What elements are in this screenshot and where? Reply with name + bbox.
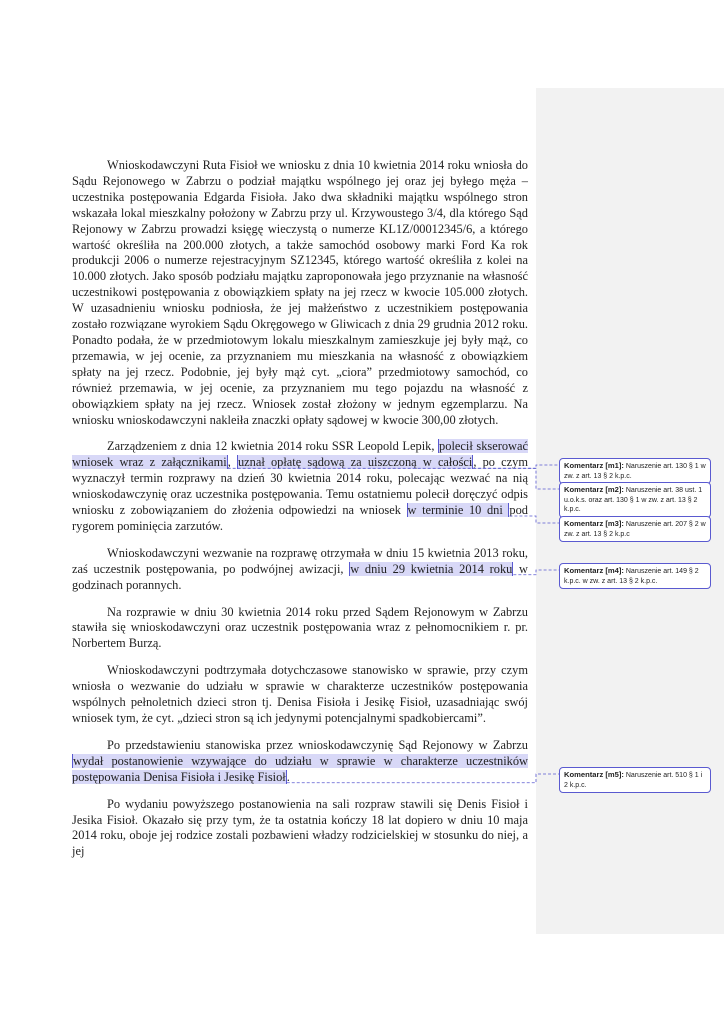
document-body[interactable] — [72, 158, 528, 871]
commented-text-m2[interactable]: uznał opłatę sądową za uiszczoną w całości — [237, 455, 473, 470]
text-segment: . — [286, 769, 290, 784]
commented-text-m4[interactable]: w dniu 29 kwietnia 2014 roku — [350, 561, 513, 576]
commented-text-m5[interactable]: wydał postanowienie wzywające do udziału w sprawie w charakterze uczestników postępowania Denisa Fisioła i Jesikę Fisioł — [72, 753, 528, 784]
text-segment: , po czym wyznaczył termin rozprawy na dzień 30 kwietnia 2014 roku, polecając wezwać na nią wnioskodawczynię oraz uczestnika postępowania. Temu ostatniemu polecił doręczyć odpis wniosku z zobowiązaniem do złożenia odpowiedzi na wniosek — [72, 455, 528, 518]
paragraph-p4 — [72, 605, 528, 653]
paragraph-p6 — [72, 738, 528, 786]
text-segment: Zarządzeniem z dnia 12 kwietnia 2014 roku SSR Leopold Lepik, — [107, 439, 439, 454]
text-segment: , — [227, 455, 237, 470]
comment-text: Naruszenie art. 130 § 1 w zw. z art. 13 § 2 k.p.c. — [564, 463, 706, 480]
comment-m1[interactable] — [559, 458, 711, 484]
text-segment: Na rozprawie w dniu 30 kwietnia 2014 roku przed Sądem Rejonowym w Zabrzu stawiła się wnioskodawczyni oraz uczestnik postępowania wraz z pełnomocnikiem r. pr. Norbertem Burzą. — [72, 604, 528, 651]
comment-text: Naruszenie art. 38 ust. 1 u.o.k.s. oraz art. 130 § 1 w zw. z art. 13 § 2 k.p.c. — [564, 487, 703, 513]
commented-text-m3[interactable]: w terminie 10 dni — [407, 503, 509, 518]
text-segment: Po wydaniu powyższego postanowienia na sali rozpraw stawili się Denis Fisioł i Jesika Fisioł. Okazało się przy tym, że ta ostatnia kończy 18 lat dopiero w dniu 10 maja 2014 roku, oboje jej rodzice zostali pozbawieni władzy rodzicielskiej w stosunku do niej, a jej — [72, 796, 528, 859]
text-segment: Wnioskodawczyni Ruta Fisioł we wniosku z dnia 10 kwietnia 2014 roku wniosła do Sądu Rejonowego w Zabrzu o podział majątku wspólnego jej oraz jej byłego męża – uczestnika postępowania Edgarda Fisioła. Jako dwa składniki majątku wspólnego stron wskazała lokal mieszkalny położony w Zabrzu przy ul. Krzywoustego 3/4, dla którego Sąd Rejonowy w Zabrzu prowadzi księgę wieczystą o numerze KL1Z/00012345/6, a którego wartość określiła na 200.000 złotych, a także samochód osobowy marki Ford Ka rok produkcji 2006 o numerze rejestracyjnym SZ12345, którego wartość określiła z kolei na 10.000 złotych. Jako sposób podziału majątku zaproponowała jego przyznanie na własność uczestnikowi postępowania z obowiązkiem spłaty na jej rzecz w kwocie 105.000 złotych. W uzasadnieniu wniosku podniosła, że jej małżeństwo z uczestnikiem postępowania zostało rozwiązane wyrokiem Sądu Okręgowego w Gliwicach z dnia 29 grudnia 2012 roku. Ponadto podała, że w przedmiotowym lokalu mieszkalnym zamieszkuje jej były mąż, co przemawia, w jej ocenie, za przyznaniem mu mieszkania na własność z obowiązkiem spłaty na jej rzecz. Podobnie, jej były mąż cyt. „ciora” przedmiotowy samochód, co również przemawia, w jej ocenie, za przyznaniem mu tego pojazdu na własność z obowiązkiem spłaty na jej rzecz. Wniosek został złożony w jednym egzemplarzu. Na wniosku wnioskodawczyni nakleiła znaczki opłaty sądowej w kwocie 300,00 złotych. — [72, 158, 528, 427]
commented-text-m1[interactable]: polecił skserować wniosek wraz z załącznikami — [72, 439, 528, 470]
comment-text: Naruszenie art. 207 § 2 w zw. z art. 13 § 2 k.p.c — [564, 521, 706, 538]
paragraph-p3 — [72, 546, 528, 594]
paragraph-p7 — [72, 797, 528, 861]
text-segment: pod rygorem pominięcia zarzutów. — [72, 503, 528, 533]
comment-text: Naruszenie art. 149 § 2 k.p.c. w zw. z art. 13 § 2 k.p.c. — [564, 568, 699, 585]
comment-label: Komentarz [m3]: — [564, 519, 624, 528]
paragraph-p5 — [72, 663, 528, 727]
paragraph-p2 — [72, 439, 528, 534]
text-segment: Wnioskodawczyni wezwanie na rozprawę otrzymała w dniu 15 kwietnia 2013 roku, zaś uczestnik postępowania, po podwójnej awizacji, — [72, 545, 528, 576]
comment-m3[interactable] — [559, 516, 711, 542]
comment-m4[interactable] — [559, 563, 711, 589]
comment-m5[interactable] — [559, 767, 711, 793]
comment-text: Naruszenie art. 510 § 1 i 2 k.p.c. — [564, 772, 703, 789]
text-segment: Wnioskodawczyni podtrzymała dotychczasowe stanowisko w sprawie, przy czym wniosła o wezwanie do udziału w sprawie w charakterze uczestników postępowania wspólnych pełnoletnich dzieci stron tj. Denisa Fisioła i Jesikę Fisioł, uzasadniając swój wniosek tym, że cyt. „dzieci stron są ich jedynymi potencjalnymi spadkobiercami”. — [72, 663, 528, 725]
comment-label: Komentarz [m1]: — [564, 461, 624, 470]
comment-label: Komentarz [m4]: — [564, 566, 624, 575]
text-segment: Po przedstawieniu stanowiska przez wnioskodawczynię Sąd Rejonowy w Zabrzu — [107, 737, 528, 752]
text-segment: w godzinach porannych. — [72, 561, 529, 592]
paragraph-p1 — [72, 158, 528, 428]
comment-label: Komentarz [m2]: — [564, 485, 624, 494]
comment-m2[interactable] — [559, 482, 711, 518]
comment-label: Komentarz [m5]: — [564, 770, 624, 779]
